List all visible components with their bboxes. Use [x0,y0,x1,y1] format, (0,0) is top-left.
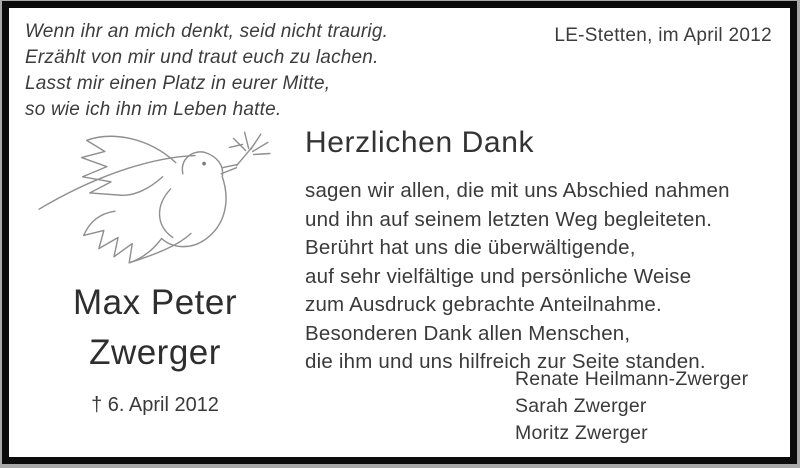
thanks-text-line: zum Ausdruck gebrachte Anteilnahme. [305,293,662,316]
obituary-card [2,1,797,464]
thanks-text-line: die ihm und uns hilfreich zur Seite standen. [305,350,706,373]
thanks-heading: Herzlichen Dank [305,126,535,159]
thanks-text-line: und ihn auf seinem letzten Weg begleiteten. [305,207,713,231]
deceased-name [17,278,293,378]
thanks-text-line: auf sehr vielfältige und persönliche Weise [305,264,692,288]
thanks-text-line: sagen wir allen, die mit uns Abschied nahmen [305,179,730,202]
thanks-text-line: Besonderen Dank allen Menschen, [305,321,631,345]
mourner-name: Renate Heilmann-Zwerger [515,368,749,390]
poem-line: Lasst mir einen Platz in eurer Mitte, [25,73,331,94]
thanks-text [305,177,730,377]
thanks-text-line: Berührt hat uns die überwältigende, [305,236,636,259]
deceased-name-line: Max Peter [73,283,237,322]
mourners-list [515,366,748,447]
poem-line: so wie ich ihn im Leben hatte. [25,99,282,120]
poem-line: Erzählt von mir und traut euch zu lachen. [25,47,379,68]
dove-eye [202,162,206,166]
peace-dove-icon [31,124,279,266]
poem-line: Wenn ihr an mich denkt, seid nicht traurig. [25,21,389,42]
deceased-name-line: Zwerger [89,333,221,372]
mourner-name: Sarah Zwerger [515,395,647,417]
mourner-name: Moritz Zwerger [515,422,648,444]
death-date: † 6. April 2012 [91,394,219,416]
memorial-poem [25,19,388,123]
location-date: LE-Stetten, im April 2012 [554,25,772,46]
